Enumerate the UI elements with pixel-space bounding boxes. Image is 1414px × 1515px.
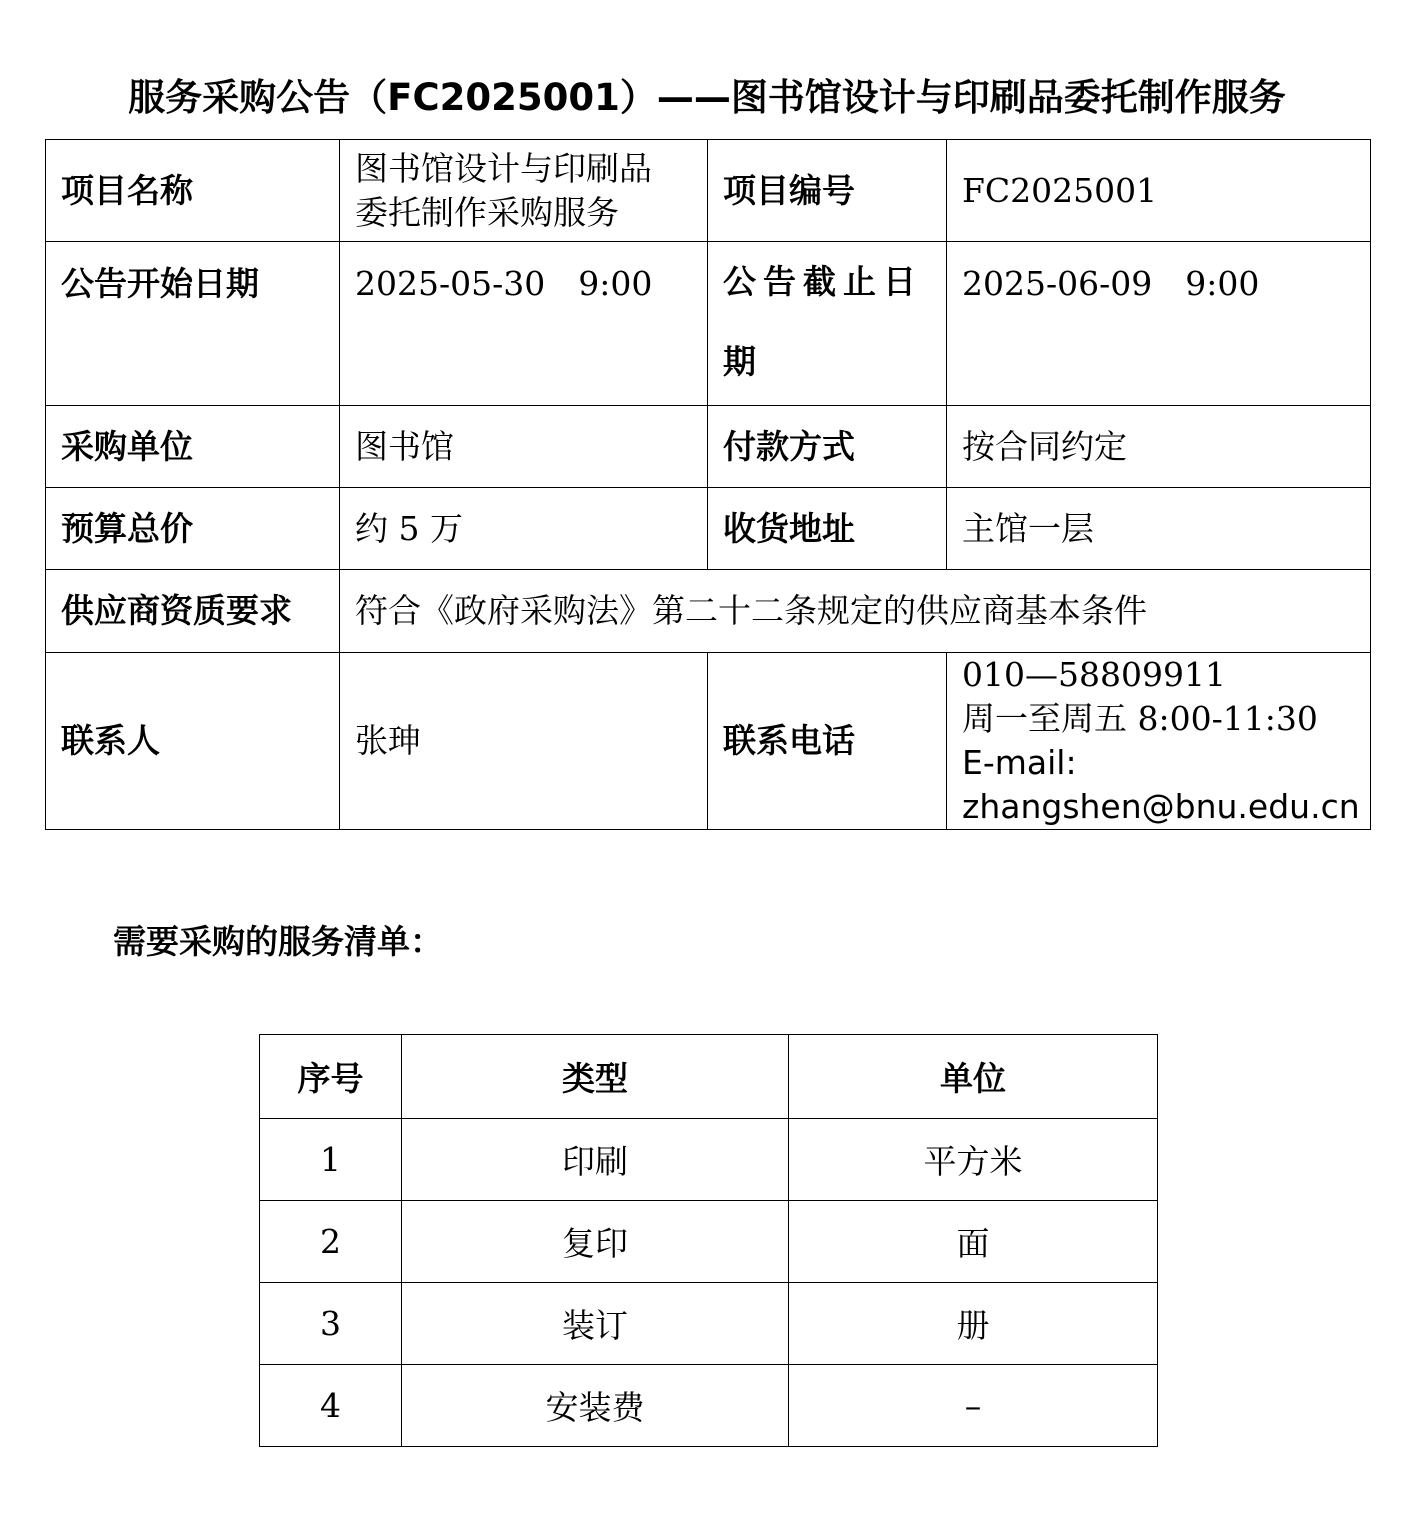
document-title: 服务采购公告（FC2025001）——图书馆设计与印刷品委托制作服务 — [128, 76, 1286, 119]
header-unit: 单位 — [789, 1035, 1158, 1119]
project-no-value: FC2025001 — [947, 140, 1371, 242]
payment-value: 按合同约定 — [947, 406, 1371, 488]
phone-value: 010—58809911 — [962, 655, 1226, 694]
table-row — [46, 242, 1371, 406]
table-row — [260, 1365, 1158, 1447]
start-date-value: 2025-05-30 9:00 — [340, 242, 708, 406]
budget-label: 预算总价 — [46, 488, 340, 570]
phone-label: 联系电话 — [708, 653, 947, 830]
delivery-label: 收货地址 — [708, 488, 947, 570]
table-row — [46, 570, 1371, 653]
project-info-table — [45, 139, 1371, 830]
qualification-value: 符合《政府采购法》第二十二条规定的供应商基本条件 — [340, 570, 1371, 653]
row-type: 复印 — [402, 1201, 789, 1283]
header-no: 序号 — [260, 1035, 402, 1119]
buyer-label: 采购单位 — [46, 406, 340, 488]
contact-value: 张珅 — [340, 653, 708, 830]
budget-value: 约 5 万 — [340, 488, 708, 570]
service-list-table — [259, 1034, 1158, 1447]
end-date-value: 2025-06-09 9:00 — [947, 242, 1371, 406]
contact-details — [947, 653, 1371, 830]
end-date-label-cell — [708, 242, 947, 406]
row-unit: 册 — [789, 1283, 1158, 1365]
row-unit: 平方米 — [789, 1119, 1158, 1201]
row-no: 3 — [260, 1283, 402, 1365]
payment-label: 付款方式 — [708, 406, 947, 488]
table-row — [46, 488, 1371, 570]
start-date-label: 公告开始日期 — [46, 242, 340, 406]
qualification-label: 供应商资质要求 — [46, 570, 340, 653]
buyer-value: 图书馆 — [340, 406, 708, 488]
row-unit: – — [789, 1365, 1158, 1447]
project-name-value — [340, 140, 708, 242]
office-hours: 周一至周五 8:00-11:30 — [962, 699, 1318, 738]
table-row — [46, 406, 1371, 488]
project-no-label: 项目编号 — [708, 140, 947, 242]
email-label: E-mail: — [962, 743, 1077, 782]
project-name-line1: 图书馆设计与印刷品 — [355, 148, 652, 188]
table-row — [260, 1119, 1158, 1201]
table-row — [46, 653, 1371, 830]
project-name-line2: 委托制作采购服务 — [355, 192, 619, 232]
row-no: 2 — [260, 1201, 402, 1283]
table-row — [46, 140, 1371, 242]
row-type: 印刷 — [402, 1119, 789, 1201]
email-value[interactable]: zhangshen@bnu.edu.cn — [962, 787, 1360, 826]
end-date-label: 公告截止日期 — [723, 262, 923, 381]
row-type: 装订 — [402, 1283, 789, 1365]
table-row — [260, 1283, 1158, 1365]
table-row — [260, 1201, 1158, 1283]
row-no: 4 — [260, 1365, 402, 1447]
row-unit: 面 — [789, 1201, 1158, 1283]
table-header-row — [260, 1035, 1158, 1119]
row-type: 安装费 — [402, 1365, 789, 1447]
header-type: 类型 — [402, 1035, 789, 1119]
delivery-value: 主馆一层 — [947, 488, 1371, 570]
project-name-label: 项目名称 — [46, 140, 340, 242]
service-list-heading: 需要采购的服务清单： — [113, 922, 443, 961]
row-no: 1 — [260, 1119, 402, 1201]
contact-label: 联系人 — [46, 653, 340, 830]
